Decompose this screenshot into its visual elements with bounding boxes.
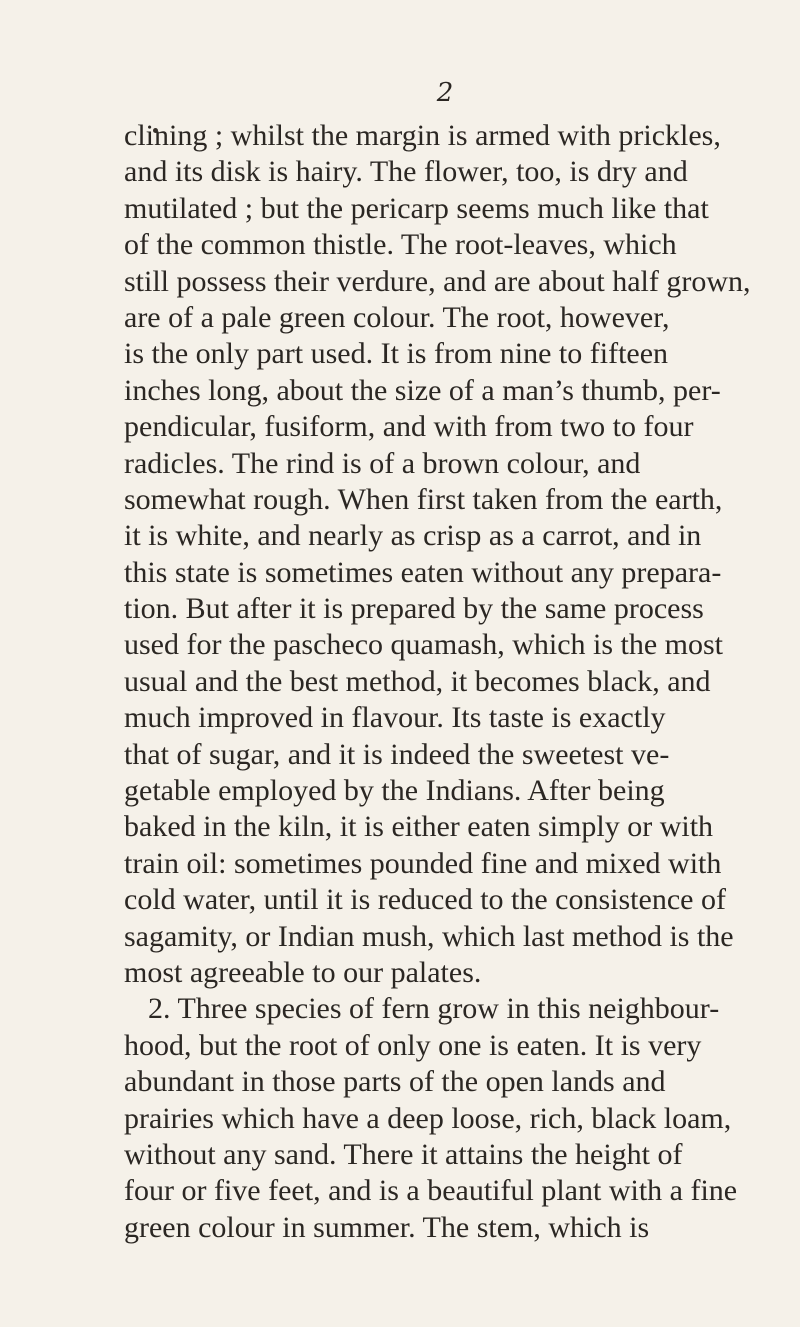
text-line: getable employed by the Indians. After being <box>124 774 665 808</box>
paragraph-start-line: 2. Three species of fern grow in this neighbour- <box>148 992 720 1026</box>
text-line: hood, but the root of only one is eaten. It is very <box>124 1028 702 1062</box>
text-line: radicles. The rind is of a brown colour, and <box>124 446 641 480</box>
text-line: without any sand. There it attains the height of <box>124 1137 683 1171</box>
text-line: baked in the kiln, it is either eaten simply or with <box>124 810 714 844</box>
text-line: is the only part used. It is from nine to fifteen <box>124 337 669 371</box>
text-line: are of a pale green colour. The root, however, <box>124 300 670 334</box>
text-line: still possess their verdure, and are about half grown, <box>124 264 751 298</box>
text-line: sagamity, or Indian mush, which last method is the <box>124 919 734 953</box>
text-line: this state is sometimes eaten without any prepara- <box>124 555 722 589</box>
text-line: tion. But after it is prepared by the same process <box>124 592 704 626</box>
body-text <box>124 118 800 1246</box>
text-line: and its disk is hairy. The flower, too, is dry and <box>124 155 688 189</box>
text-line: usual and the best method, it becomes black, and <box>124 664 711 698</box>
page-number: 2 <box>436 78 454 108</box>
text-line: mutilated ; but the pericarp seems much like that <box>124 191 709 225</box>
text-line: prairies which have a deep loose, rich, black loam, <box>124 1101 732 1135</box>
text-line: most agreeable to our palates. <box>124 955 482 989</box>
text-line: four or five feet, and is a beautiful plant with a fine <box>124 1174 738 1208</box>
text-line: it is white, and nearly as crisp as a carrot, and in <box>124 519 702 553</box>
text-line: green colour in summer. The stem, which is <box>124 1210 650 1244</box>
text-line: inches long, about the size of a man’s thumb, per- <box>124 373 721 407</box>
text-line: abundant in those parts of the open lands and <box>124 1065 666 1099</box>
text-line: train oil: sometimes pounded fine and mixed with <box>124 846 722 880</box>
text-line: cold water, until it is reduced to the consistence of <box>124 883 726 917</box>
text-line: used for the pascheco quamash, which is the most <box>124 628 724 662</box>
text-line: of the common thistle. The root-leaves, which <box>124 228 677 262</box>
text-line: clining ; whilst the margin is armed with prickles, <box>124 119 721 152</box>
text-line: much improved in flavour. Its taste is exactly <box>124 701 666 735</box>
text-line: pendicular, fusiform, and with from two to four <box>124 410 694 444</box>
text-line: somewhat rough. When first taken from the earth, <box>124 482 723 516</box>
text-line: that of sugar, and it is indeed the sweetest ve- <box>124 737 670 771</box>
